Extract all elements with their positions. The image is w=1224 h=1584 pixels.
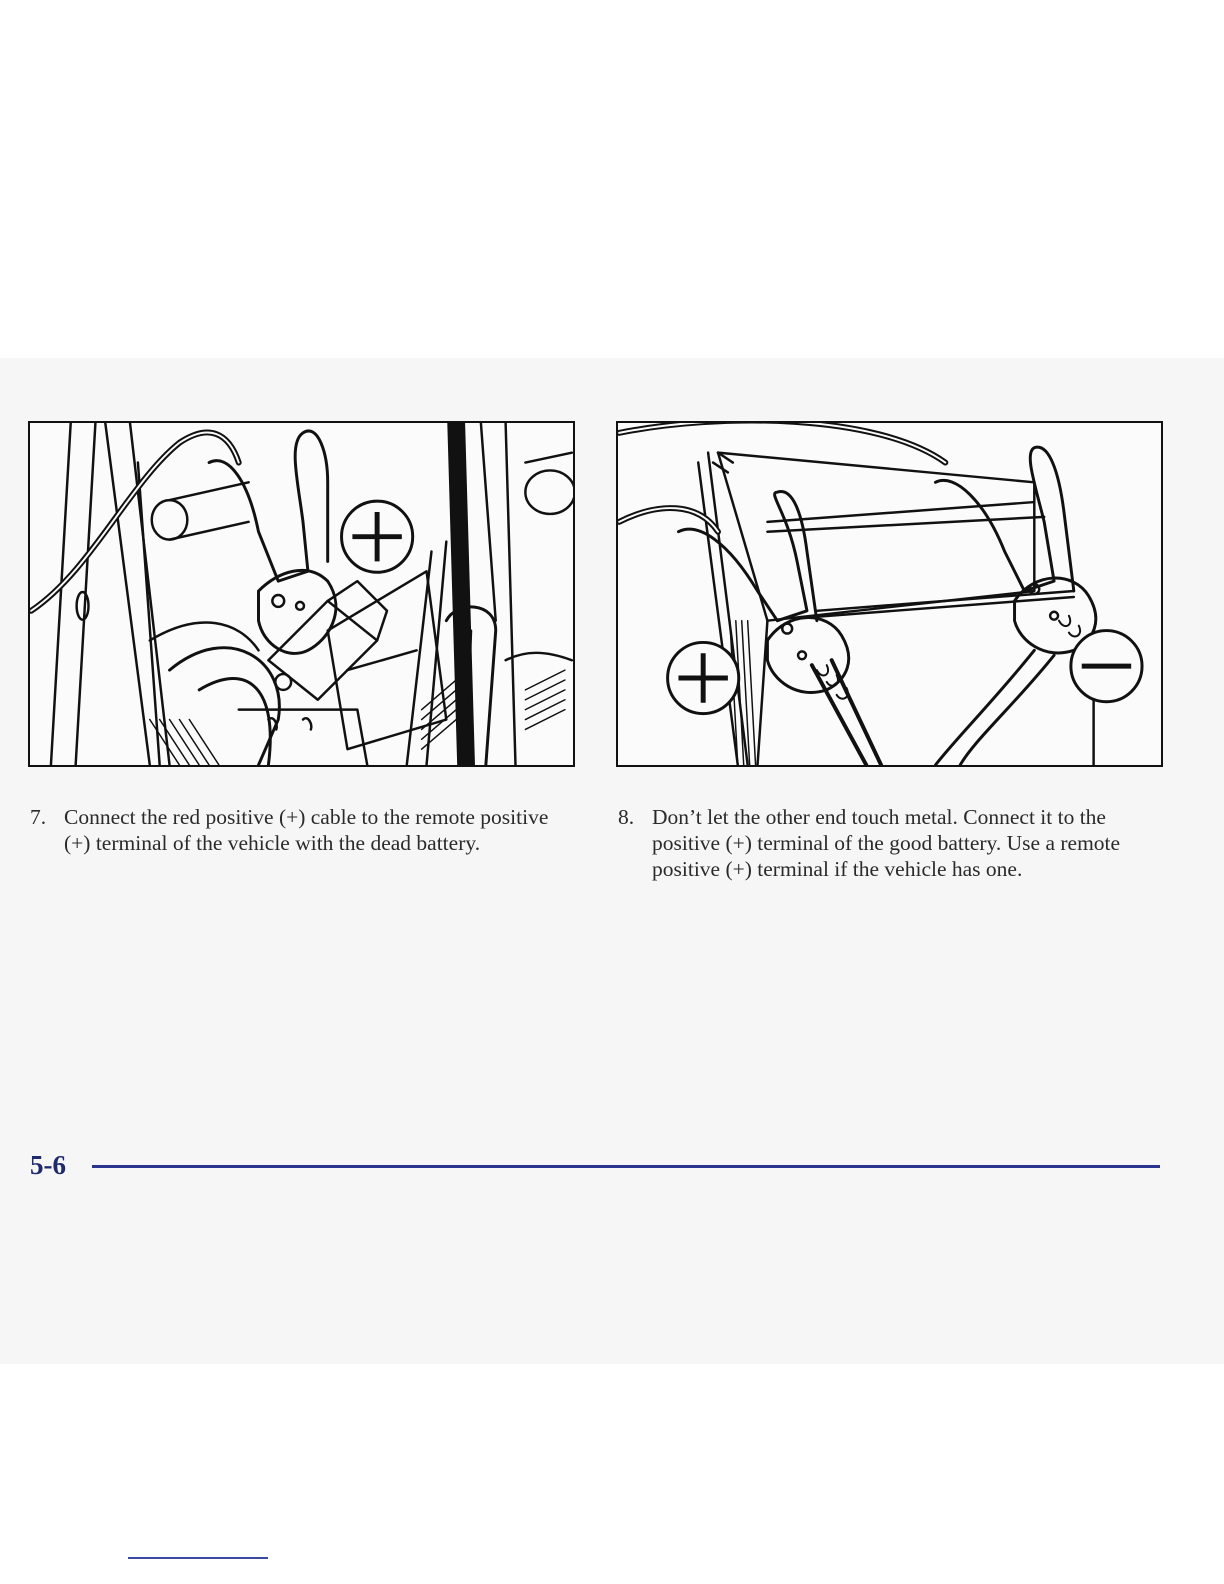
engine-bay-drawing — [30, 423, 573, 765]
negative-terminal-icon — [1071, 631, 1142, 702]
illustration-remote-positive-terminal — [28, 421, 575, 767]
battery-clamps-drawing — [618, 423, 1161, 765]
page-number: 5-6 — [30, 1150, 66, 1180]
bottom-divider — [128, 1557, 268, 1559]
positive-terminal-icon — [342, 501, 413, 572]
footer-rule — [92, 1165, 1160, 1168]
positive-terminal-icon — [668, 642, 739, 713]
illustration-good-battery-terminals — [616, 421, 1163, 767]
step-text: Don’t let the other end touch metal. Connect it to the positive (+) terminal of the good battery. Use a remote positive (+) terminal if the vehicle has one. — [652, 805, 1121, 881]
step-text: Connect the red positive (+) cable to the remote positive (+) terminal of the vehicle with the dead battery. — [64, 805, 549, 855]
step-number: 7. — [30, 805, 47, 829]
step-number: 8. — [618, 805, 635, 829]
